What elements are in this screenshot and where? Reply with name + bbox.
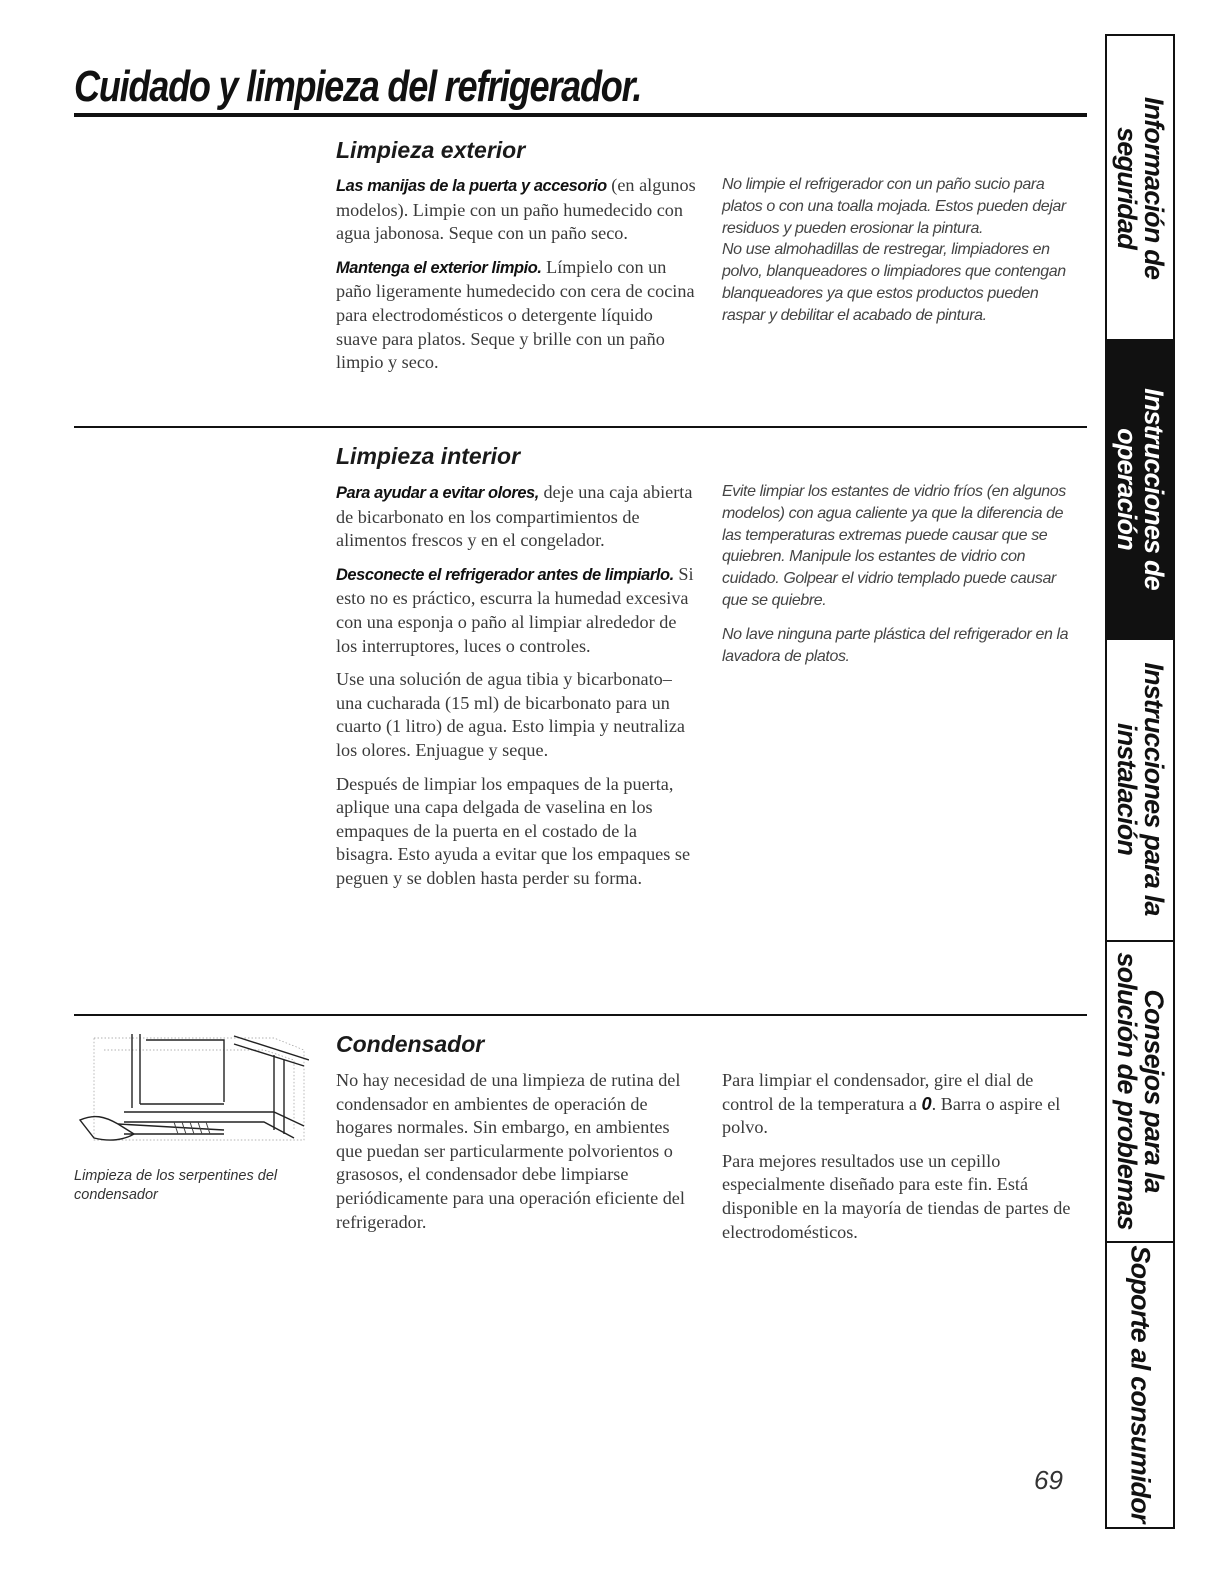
exterior-note-towel: No limpie el refrigerador con un paño sucio para platos o con una toalla mojada. Estos pueden dejar residuos y pueden erosionar la pintura. (722, 176, 1066, 237)
interior-heading: Limpieza interior (336, 443, 521, 469)
section-divider-1 (74, 426, 1087, 428)
tab-label: Instrucciones para la instalación (1112, 662, 1169, 916)
exterior-handles-text: (en algunos modelos). Limpie con un paño humedecido con agua jabonosa. Seque con un paño seco. (336, 175, 696, 244)
interior-note-glass: Evite limpiar los estantes de vidrio fríos (en algunos modelos) con agua caliente ya que la diferencia de las temperaturas extremas puede causar que se quiebren. Manipule los estantes de vidrio con cuidado. Golpear el vidrio templado puede causar que se quiebre. (722, 483, 1066, 609)
condenser-main-column (336, 1069, 698, 1244)
condenser-dial-text-before: Para limpiar el condensador, gire el dial de control de la temperatura a (722, 1070, 1034, 1114)
exterior-heading: Limpieza exterior (336, 137, 526, 163)
condenser-paragraph-brush: Para mejores resultados use un cepillo especialmente diseñado para este fin. Está disponible en la mayoría de tiendas de partes de electrodomésticos. (722, 1150, 1071, 1242)
tab-label: Consejos para la solución de problemas (1112, 951, 1169, 1230)
page-title: Cuidado y limpieza del refrigerador. (74, 62, 642, 111)
interior-unplug-text: Si esto no es práctico, escurra la humedad excesiva con una esponja o paño al limpiar alrededor de los interruptores, luces o controles. (336, 563, 694, 656)
exterior-clean-text: Límpielo con un paño ligeramente humedecido con cera de cocina para electrodomésticos o detergente líquido suave para platos. Seque y brille con un paño limpio y seco. (336, 256, 695, 373)
exterior-note-abrasives: No use almohadillas de restregar, limpiadores en polvo, blanqueadores o limpiadores que contengan blanqueadores ya que estos productos pueden raspar y debilitar el acabado de pintura. (722, 241, 1066, 324)
interior-odors-text: deje una caja abierta de bicarbonato en los compartimientos de alimentos frescos y en el congelador. (336, 482, 693, 551)
condenser-paragraph-routine: No hay necesidad de una limpieza de rutina del condensador en ambientes de operación de hogares normales. Sin embargo, en ambientes que puedan ser particularmente polvorientos o grasosos, el condensador debe limpiarse periódicamente para una operación eficiente del refrigerador. (336, 1070, 685, 1232)
exterior-paragraph-clean (336, 256, 698, 375)
condenser-cleaning-illustration (74, 1030, 309, 1160)
section-divider-2 (74, 1014, 1087, 1016)
tab-consejos-para-la-solucion-de-problemas[interactable] (1107, 940, 1173, 1243)
section-tabs-sidebar (1105, 34, 1175, 1529)
condenser-dial-text-after: . Barra o aspire el polvo. (722, 1093, 1061, 1138)
interior-paragraph-odors (336, 481, 698, 553)
interior-paragraph-solution: Use una solución de agua tibia y bicarbonato–una cucharada (15 ml) de bicarbonato para un cuarto (1 litro) de agua. Esto limpia y neutraliza los olores. Enjuague y seque. (336, 669, 685, 760)
interior-paragraph-unplug (336, 563, 698, 658)
condenser-right-column (722, 1069, 1084, 1254)
exterior-notes-column (722, 174, 1084, 339)
condenser-dial-value: 0 (921, 1093, 932, 1114)
exterior-paragraph-handles (336, 174, 698, 246)
interior-main-column (336, 481, 698, 901)
tab-label: Instrucciones de operación (1112, 387, 1169, 590)
tab-label: Soporte al consumidor (1125, 1245, 1156, 1523)
interior-notes-column (722, 481, 1084, 679)
tab-label: Información de seguridad (1112, 96, 1169, 279)
exterior-main-column (336, 174, 698, 385)
tab-soporte-al-consumidor[interactable] (1107, 1241, 1173, 1527)
exterior-clean-lead: Mantenga el exterior limpio. (336, 258, 542, 277)
tab-instrucciones-para-la-instalacion[interactable] (1107, 638, 1173, 942)
condenser-paragraph-dial (722, 1069, 1084, 1140)
tab-instrucciones-de-operacion[interactable] (1107, 339, 1173, 640)
condenser-heading: Condensador (336, 1031, 485, 1057)
exterior-handles-lead: Las manijas de la puerta y accesorio (336, 177, 607, 195)
tab-informacion-de-seguridad[interactable] (1107, 36, 1173, 341)
interior-odors-lead: Para ayudar a evitar olores, (336, 484, 539, 502)
page-number: 69 (1034, 1465, 1063, 1495)
interior-unplug-lead: Desconecte el refrigerador antes de limpiarlo. (336, 565, 674, 584)
condenser-illustration-caption: Limpieza de los serpentines del condensador (74, 1168, 278, 1203)
interior-paragraph-gaskets: Después de limpiar los empaques de la puerta, aplique una capa delgada de vaselina en los empaques de la puerta en el costado de la bisagra. Esto ayuda a evitar que los empaques se peguen y se doblen hasta perder su forma. (336, 773, 691, 888)
title-rule (74, 113, 1087, 117)
interior-note-dishwasher: No lave ninguna parte plástica del refrigerador en la lavadora de platos. (722, 625, 1069, 665)
